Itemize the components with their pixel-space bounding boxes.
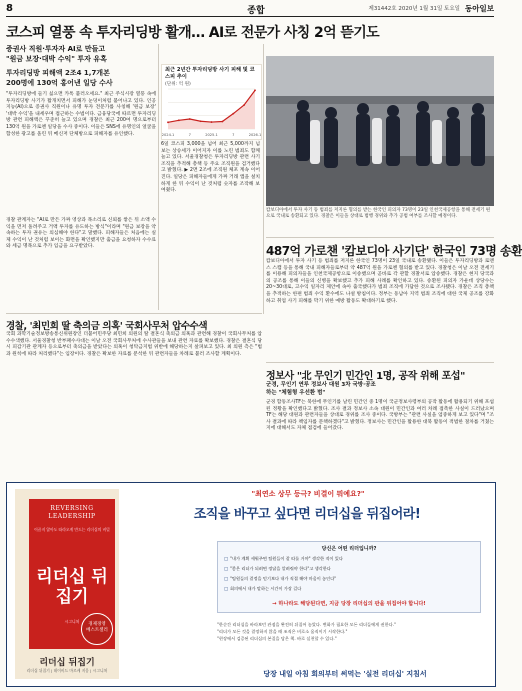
checklist-item: □ "내가 계획 세워주면 팀원들이 잘 따를 거야" 생각한 적이 있다 <box>224 556 343 561</box>
ad-headline: 조직을 바꾸고 싶다면 리더십을 뒤집어라! <box>193 507 421 522</box>
newspaper-logo: 동아일보 <box>465 4 494 13</box>
ad-question: "최연소 상무 등극? 비결이 뭐예요?" <box>251 490 365 498</box>
x-tick-label: 2024.1 <box>161 133 175 137</box>
book-en-title-1: REVERSING <box>50 505 94 512</box>
section-divider <box>266 362 494 363</box>
checklist-item: □ 회의에서 내가 말하는 시간이 가장 길다 <box>224 586 302 591</box>
article1-subhead-2: "원금 보장·대박 수익" 투자 유혹 <box>6 55 107 63</box>
article4-subhead: 군경, 무인기 연루 정보사 대원 3차 국방·공조하는 "체험형 우선환 범" <box>266 382 376 396</box>
x-tick-label: 2026.1 <box>248 133 262 137</box>
article2-headline: 487억 가로챈 '캄보디아 사기단' 한국인 73명 송환 <box>266 244 522 258</box>
photo-caption: 캄보디아에서 투자 사기 등 범죄를 저지른 혐의를 받는 한국인 피의자 73명이 23일 인천국제공항을 통해 전세기 편으로 국내로 송환되고 있다. 경찰은 이들을 상대로 범행 경위와 추가 공범 여부를 조사할 예정이다. <box>266 208 491 219</box>
data-point <box>200 120 202 122</box>
data-point <box>189 118 191 120</box>
page-number: 8 <box>6 3 13 14</box>
book-publisher: 시그니처 <box>64 619 80 624</box>
checklist-title: 당신은 어떤 리더입니까? <box>321 546 377 552</box>
article1-subhead-1: 증권사 직원·투자자 AI로 만들고 <box>6 45 106 53</box>
section-divider <box>6 313 262 314</box>
article4-headline: 정보사 "北 무인기 민간인 1명, 공작 위해 포섭" <box>266 371 465 382</box>
article3-body: 국회 과학기술정보방송통신위원장인 더불어민주당 최민희 의원의 딸 결혼식 축의금 의혹과 관련해 경찰이 국회사무처를 압수수색했다. 서울경찰청 반부패수사대는 이날 오전 국회사무처에 수사관들을 보내 관련 자료를 확보했다. 경찰은 결혼식 당시 피감기관 관계자 등으로부터 축의금을 받았다는 의혹이 청탁금지법 위반에 해당하는지 살펴보고 있다. 최 의원 측은 "법과 원칙에 따라 처리했다"는 입장이다. 경찰은 확보한 자료를 분석한 뒤 관련자들을 차례로 불러 조사할 계획이다. <box>6 332 262 357</box>
book-kr-title: 리더십 뒤집기 <box>36 567 108 607</box>
book-blurb: 이끌지 않아도 따라오게 만드는 리더십의 비밀 <box>34 527 110 532</box>
badge-line-2: 베스트셀러 <box>86 628 108 633</box>
article2-body: 캄보디아에서 투자 사기 등 범죄를 저지른 한국인 73명이 23일 국내로 송환됐다. 이들은 투자리딩방과 로맨스 스캠 등을 통해 국내 피해자들로부터 약 487억 원을 가로챈 혐의를 받고 있다. 경찰청은 이날 오전 전세기를 이용해 피의자들을 인천국제공항으로 이송했으며 곧바로 각 관할 경찰서로 압송했다. 경찰은 현지 당국과의 공조를 통해 이들의 신병을 확보했고 추가 피해 사례를 확인하고 있다. 송환된 피의자 가운데 상당수는 20~30대로, 고수익 일자리 제안에 속아 출국했다가 범죄 조직에 가담한 것으로 조사됐다. 경찰은 조직 총책을 추적하는 한편 범죄 수익 환수에도 나설 방침이다. 정부는 동남아 지역 범죄 조직에 대한 국제 공조를 강화하고 취업 사기 피해를 막기 위한 예방 활동도 확대하기로 했다. <box>266 259 494 304</box>
article1-body-1: "투자리딩방에 들기 싫으면 카톡 불러오세요." 최근 주식시장 열풍 속에 투자리딩방 사기가 활개치면서 피해가 눈덩이처럼 불어나고 있다. 인공지능(AI)으로 증권사 직원이나 유명 투자 전문가를 사칭해 '원금 보장' '대박 수익'을 내세우며 접근하는 수법이다. 금융당국에 따르면 투자리딩방 관련 피해액은 꾸준히 늘고 있으며 경찰은 최근 200여 명으로부터 130억 원을 가로챈 일당을 수사 중이다. 이들은 SNS에 유명인의 얼굴을 합성한 광고를 올린 뒤 메신저 단체방으로 피해자를 유인했다. <box>6 92 156 137</box>
section-divider <box>266 237 494 238</box>
article1-body-3: 6일 코스피 3,000을 넘어 최근 5,000까지 넘보는 상승세가 이어지자 이를 노린 범죄도 함께 늘고 있다. 서울경찰청은 투자리딩방 관련 사기 조직을 추적해 총책 등 주요 조직원을 검거했다고 밝혔다. ▶ 2면 2조에 조직원 체포 계속 이어진다. 일당은 피해자들에게 가짜 거래 앱을 설치하게 한 뒤 수익이 난 것처럼 숫자를 조작해 보여줬다. <box>161 142 260 194</box>
checkbox-icon: □ <box>224 566 228 571</box>
ad-quotes <box>217 621 485 642</box>
checklist-footer: → 하나라도 해당된다면, 지금 당장 리더십의 판을 뒤집어야 합니다! <box>272 601 426 607</box>
checklist-box <box>217 541 481 613</box>
series-area <box>168 90 255 129</box>
section-label: 종합 <box>247 6 265 16</box>
book-cover[interactable] <box>15 489 119 679</box>
checkbox-icon: □ <box>224 586 228 591</box>
checkbox-icon: □ <box>224 576 228 581</box>
chart-subtitle: (단위: 억 원) <box>165 82 191 87</box>
book-advertisement[interactable] <box>6 482 496 687</box>
quote-3: "현장에서 검증된 리더십의 본질을 담은 책. 바로 실천할 수 있다." <box>217 636 337 641</box>
data-point <box>221 121 223 123</box>
data-point <box>254 89 256 91</box>
book-description: 리더십 뒤집기 | 데이비드 마르케 지음 | 시그니처 <box>26 668 108 673</box>
x-tick-label: 2025.1 <box>205 133 218 137</box>
article4-body: 군경 합동조사TF는 북한에 무인기를 날린 민간인 중 1명이 국군정보사령부의 공작 활동에 활용되기 위해 포섭된 정황을 확인했다고 밝혔다. 조사 결과 정보사 소속 대원이 민간인과 여러 차례 접촉한 사실이 드러났으며 TF는 해당 대원과 관련자들을 상대로 경위를 조사 중이다. 국방부는 "관련 사실을 엄중하게 보고 있다"며 "조사 결과에 따라 책임자를 문책하겠다"고 밝혔다. 정보사는 민간인을 활용한 대북 활동이 적법한 절차를 거쳤는지에 대해서도 자체 점검에 들어갔다. <box>266 400 494 432</box>
x-tick-label: 7 <box>188 133 191 137</box>
article1-subhead-4: 200명에 130억 홍어낸 일당 수사 <box>6 79 113 87</box>
data-point <box>211 121 213 123</box>
kospi-chart <box>161 64 262 140</box>
quote-2: "리더가 모든 것을 결정하지 않을 때 조직은 비로소 움직이기 시작한다." <box>217 629 348 634</box>
badge-line-1: 경제경영 <box>88 622 106 627</box>
book-en-title-2: LEADERSHIP <box>48 513 96 520</box>
quote-1: "한순간 리더십을 바라보던 관점을 완전히 뒤집어 놓았다. 변화가 필요한 모든 리더들에게 권한다." <box>217 622 396 627</box>
x-tick-label: 7 <box>232 133 235 137</box>
article3-headline: 경찰, '최민희 딸 축의금 의혹' 국회사무처 압수수색 <box>6 321 208 332</box>
column-divider <box>158 44 159 310</box>
checklist-item: □ "좋은 리더가 되려면 정답을 알려줘야 한다"고 생각한다 <box>224 566 331 571</box>
data-point <box>167 121 169 123</box>
chart-svg <box>162 85 261 139</box>
article1-body-2: 경찰 관계자는 "AI로 만든 가짜 영상과 목소리로 신뢰를 쌓은 뒤 소액 수익을 먼저 돌려주고 거액 투자를 유도하는 방식"이라며 "원금 보장을 약속하는 투자 권유는 의심해야 한다"고 말했다. 피해자들은 처음에는 실제 수익이 난 것처럼 보이는 화면을 확인했지만 출금을 요청하자 수수료와 세금 명목으로 추가 입금을 요구받았다. <box>6 218 156 250</box>
article1-headline: 코스피 열풍 속 투자리딩방 활개… AI로 전문가 사칭 2억 뜯기도 <box>6 25 380 41</box>
issue-info: 제31442호 2020년 1월 31일 토요일 <box>368 6 460 12</box>
article1-subhead-3: 투자리딩방 피해액 2조4 1,7개본 <box>6 69 110 77</box>
data-point <box>243 104 245 106</box>
bestseller-badge <box>81 613 113 645</box>
page-header <box>6 3 494 15</box>
book-title: 리더십 뒤집기 <box>39 658 95 668</box>
header-rule <box>6 16 494 17</box>
checkbox-icon: □ <box>224 556 228 561</box>
data-point <box>232 113 234 115</box>
airport-photo <box>266 56 494 206</box>
chart-title: 최근 2년간 투자리딩방 사기 피해 및 코스피 추이 <box>165 67 255 80</box>
column-divider <box>263 44 264 314</box>
data-point <box>178 119 180 121</box>
checklist-item: □ "팀원들의 결정을 믿기보다 내가 직접 해야 마음이 놓인다" <box>224 576 337 581</box>
ad-tagline: 당장 내일 아침 회의부터 써먹는 '실전 리더십' 지침서 <box>263 670 427 678</box>
